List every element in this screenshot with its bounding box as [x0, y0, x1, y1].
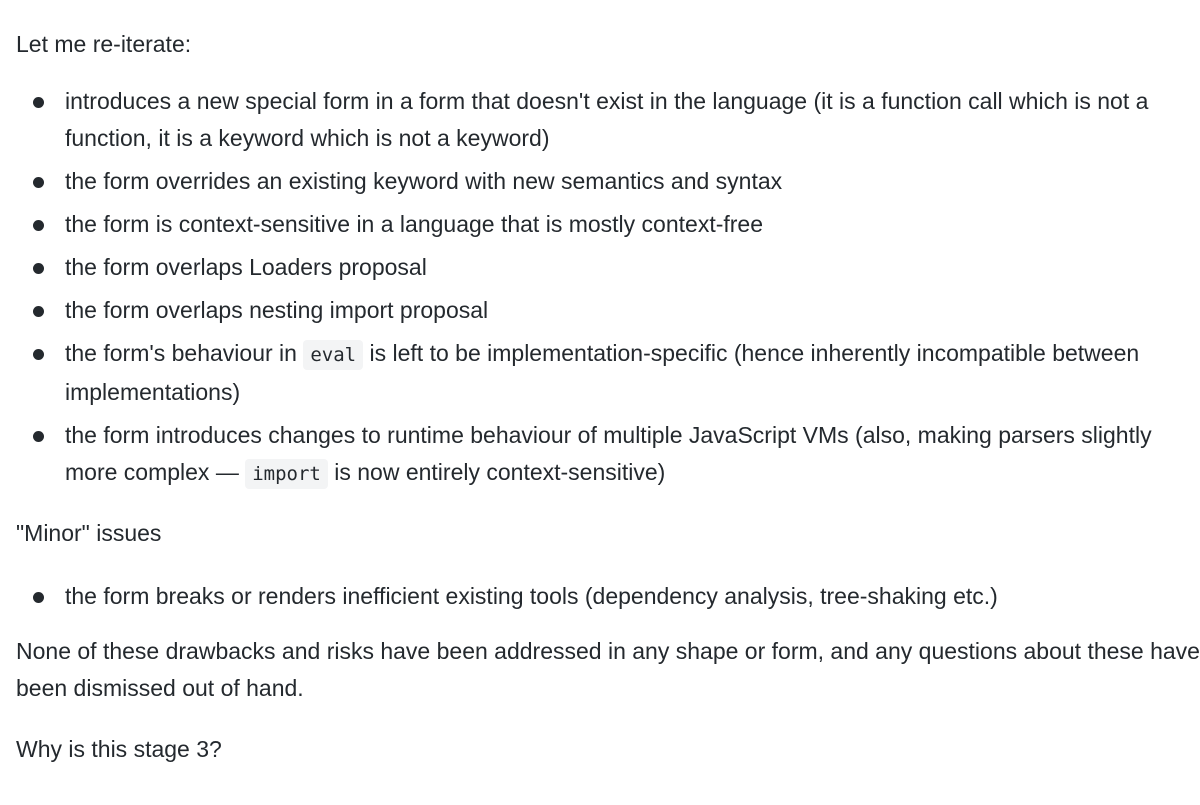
bullet-icon — [33, 220, 44, 231]
minor-issues-list — [16, 578, 1200, 615]
bullet-icon — [33, 431, 44, 442]
list-item-text-before: the form's behaviour in — [65, 340, 297, 366]
list-item — [65, 335, 1200, 411]
list-item-text: the form is context-sensitive in a language that is mostly context-free — [65, 211, 763, 237]
list-item — [65, 83, 1200, 157]
list-item — [65, 417, 1200, 493]
list-item-text-after: is left to be implementation-specific (hence inherently incompatible between implementations) — [65, 340, 1140, 405]
conclusion-paragraph: None of these drawbacks and risks have been addressed in any shape or form, and any questions about these have been dismissed out of hand. — [16, 638, 1200, 701]
list-item-text: the form overrides an existing keyword with new semantics and syntax — [65, 168, 783, 194]
list-item-text: the form breaks or renders inefficient existing tools (dependency analysis, tree-shaking etc.) — [65, 583, 998, 609]
list-item-text-after: is now entirely context-sensitive) — [334, 459, 666, 485]
list-item — [65, 578, 1200, 615]
inline-code-eval: eval — [303, 340, 363, 370]
list-item-text-before: the form introduces changes to runtime behaviour of multiple JavaScript VMs (also, making parsers slightly more complex — — [65, 422, 1152, 485]
list-item — [65, 206, 1200, 243]
closing-question: Why is this stage 3? — [16, 736, 222, 762]
bullet-icon — [33, 349, 44, 360]
bullet-icon — [33, 306, 44, 317]
bullet-icon — [33, 177, 44, 188]
bullet-icon — [33, 97, 44, 108]
inline-code-import: import — [245, 459, 328, 489]
list-item-text: the form overlaps Loaders proposal — [65, 254, 427, 280]
list-item-text: the form overlaps nesting import proposal — [65, 297, 489, 323]
list-item — [65, 163, 1200, 200]
intro-text: Let me re-iterate: — [16, 31, 192, 57]
bullet-icon — [33, 263, 44, 274]
list-item — [65, 292, 1200, 329]
drawbacks-list — [16, 83, 1200, 493]
list-item — [65, 249, 1200, 286]
list-item-text: introduces a new special form in a form that doesn't exist in the language (it is a function call which is not a function, it is a keyword which is not a keyword) — [65, 88, 1149, 151]
bullet-icon — [33, 592, 44, 603]
minor-issues-heading: "Minor" issues — [16, 520, 162, 546]
